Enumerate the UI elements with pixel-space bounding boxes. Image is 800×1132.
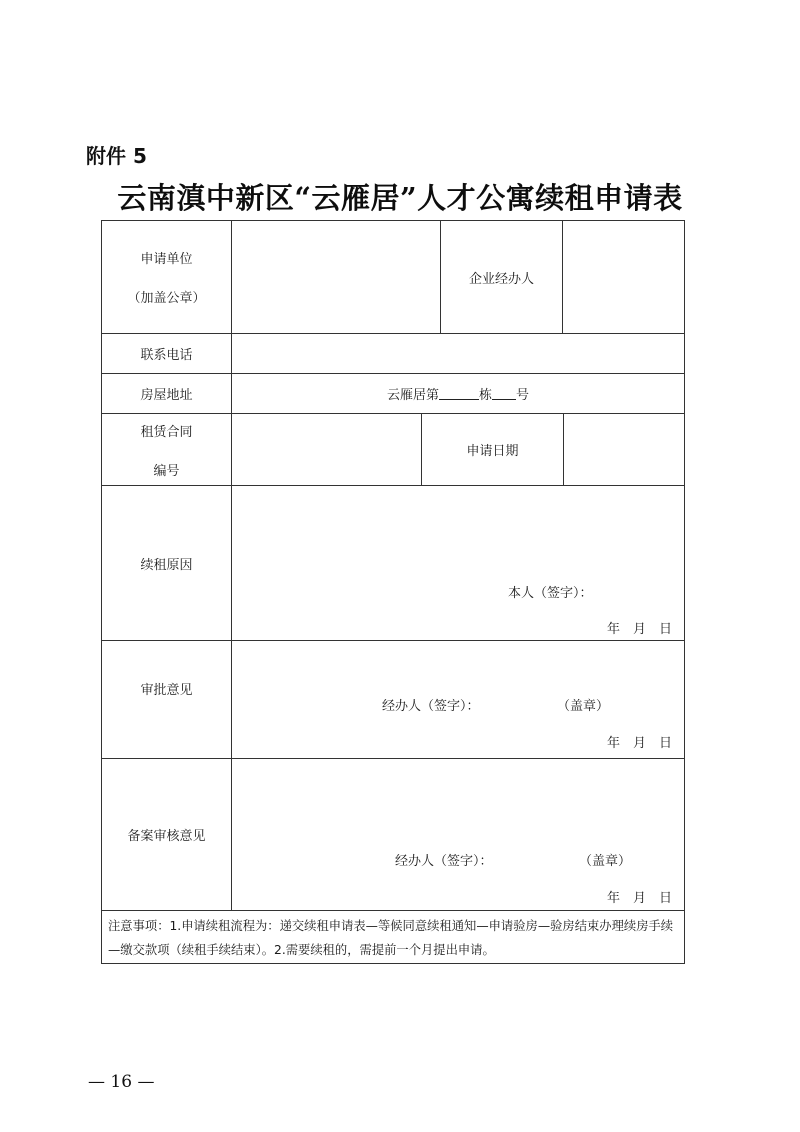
room-blank[interactable]	[492, 387, 516, 400]
agent-label: 企业经办人	[468, 271, 534, 287]
approval-label: 审批意见	[140, 683, 193, 698]
agent-label-cell	[440, 220, 563, 334]
reason-field[interactable]	[231, 485, 685, 641]
approval-field[interactable]	[231, 640, 685, 759]
apply-date-label: 申请日期	[466, 444, 519, 459]
reason-label: 续租原因	[140, 557, 193, 573]
building-blank[interactable]	[439, 387, 479, 400]
address-prefix: 云雁居第	[386, 388, 439, 403]
phone-field[interactable]	[231, 333, 685, 374]
attachment-label: 附件 5	[86, 144, 147, 168]
applicant-unit-sublabel: （加盖公章）	[127, 291, 206, 306]
contract-label-cell	[101, 413, 232, 486]
applicant-unit-field[interactable]	[231, 220, 441, 334]
apply-date-label-cell	[421, 413, 564, 486]
approval-date: 年 月 日	[607, 736, 673, 751]
phone-label: 联系电话	[140, 348, 193, 363]
record-label: 备案审核意见	[127, 829, 206, 844]
apply-date-field[interactable]	[563, 413, 685, 486]
address-suffix: 号	[516, 388, 530, 403]
applicant-unit-label-cell	[101, 220, 232, 334]
application-form	[101, 220, 685, 964]
record-signature-label: 经办人（签字）：	[395, 854, 493, 869]
contract-label: 租赁合同	[140, 424, 193, 440]
record-label-cell	[101, 758, 232, 911]
applicant-unit-label: 申请单位	[140, 252, 193, 267]
record-field[interactable]	[231, 758, 685, 911]
contract-field[interactable]	[231, 413, 422, 486]
record-date: 年 月 日	[607, 891, 673, 906]
approval-signature-label: 经办人（签字）：	[382, 699, 480, 714]
record-seal-label: （盖章）	[579, 854, 632, 869]
address-field[interactable]	[231, 373, 685, 414]
form-title: 云南滇中新区“云雁居”人才公寓续租申请表	[117, 181, 683, 215]
contract-sublabel: 编号	[153, 463, 180, 479]
agent-field[interactable]	[562, 220, 685, 334]
approval-label-cell	[101, 640, 232, 759]
address-label-cell	[101, 373, 232, 414]
address-mid: 栋	[478, 388, 492, 403]
reason-signature-label: 本人（签字）：	[508, 586, 593, 601]
phone-label-cell	[101, 333, 232, 374]
page-number: — 16 —	[88, 1072, 155, 1092]
approval-seal-label: （盖章）	[557, 699, 610, 714]
notice-text: 注意事项：1.申请续租流程为：递交续租申请表—等候同意续租通知—申请验房—验房结束办理续房手续—缴交款项（续租手续结束）。2.需要续租的，需提前一个月提出申请。	[101, 910, 685, 964]
reason-label-cell	[101, 485, 232, 641]
reason-date: 年 月 日	[607, 622, 673, 637]
address-label: 房屋地址	[140, 388, 193, 403]
